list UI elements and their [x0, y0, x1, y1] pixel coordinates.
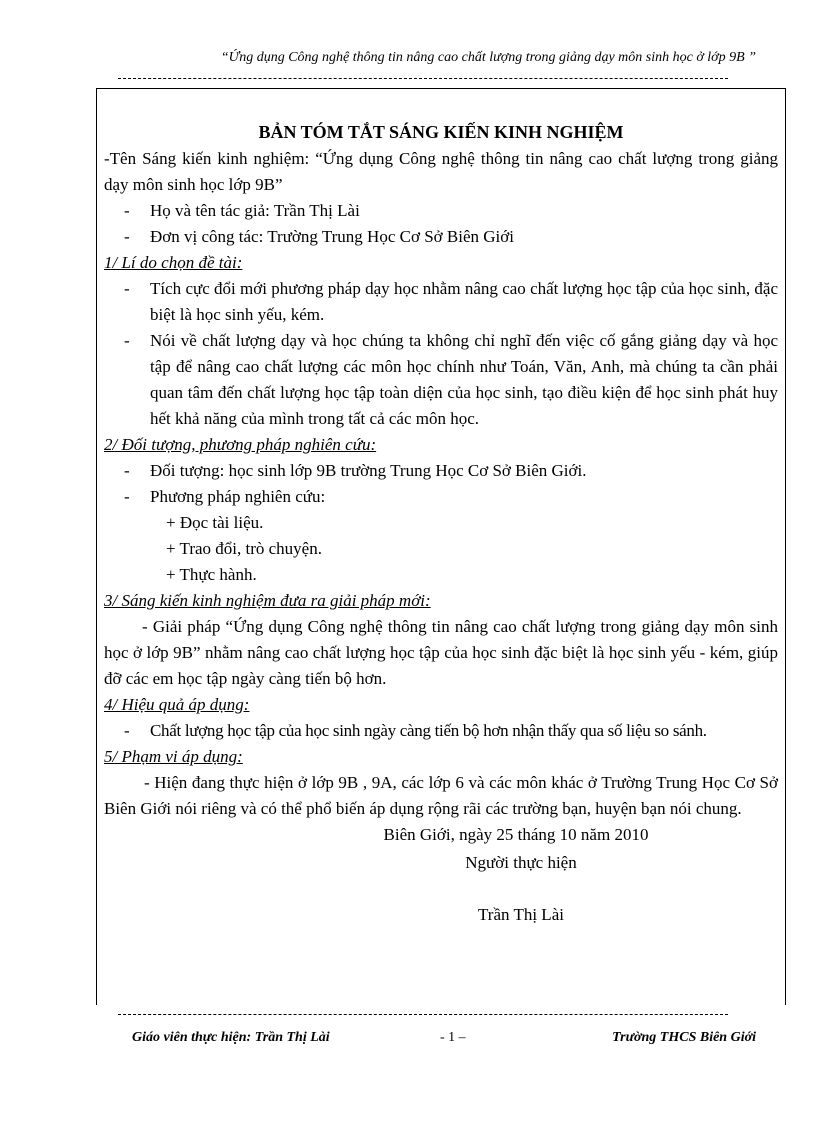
- author-line: [104, 198, 778, 224]
- section-heading-4: 4/ Hiệu quả áp dụng:: [104, 695, 250, 714]
- unit-line: [104, 224, 778, 250]
- section-heading-1: 1/ Lí do chọn đề tài:: [104, 253, 243, 272]
- section2-item: [104, 484, 778, 510]
- running-header: “Ứng dụng Công nghệ thông tin nâng cao chất lượng trong giảng dạy môn sinh học ở lớp 9B ”: [220, 50, 756, 65]
- section1-item-text: Nói về chất lượng dạy và học chúng ta không chỉ nghĩ đến việc cố gắng giảng dạy và học tập để nâng cao chất lượng các môn học chính như Toán, Văn, Anh, mà chúng ta cần phải quan tâm đến chất lượng học tập toàn diện của học sinh, tạo điều kiện để học sinh phát huy hết khả năng của mình trong tất cả các môn học.: [150, 331, 778, 428]
- author-text: Họ và tên tác giả: Trần Thị Lài: [150, 201, 360, 220]
- section5-body: - Hiện đang thực hiện ở lớp 9B , 9A, các lớp 6 và các môn khác ở Trường Trung Học Cơ Sở Biên Giới nói riêng và có thể phổ biến áp dụng rộng rãi các trường bạn, huyện bạn nói chung.: [104, 773, 778, 818]
- dash-marker: -: [124, 227, 130, 246]
- signature-role: Người thực hiện: [465, 853, 577, 872]
- dash-marker: -: [124, 721, 130, 740]
- section4-item-text: Chất lượng học tập của học sinh ngày càng tiến bộ hơn nhận thấy qua số liệu so sánh.: [150, 721, 707, 740]
- section4-item: [104, 718, 778, 744]
- footer-divider: [118, 1014, 728, 1015]
- signature-name: Trần Thị Lài: [478, 905, 564, 924]
- section3-body: - Giải pháp “Ứng dụng Công nghệ thông tin nâng cao chất lượng trong giảng dạy môn sinh học ở lớp 9B” nhằm nâng cao chất lượng học tập của học sinh đặc biệt là học sinh yếu - kém, giúp đỡ các em học tập ngày càng tiến bộ hơn.: [104, 617, 778, 688]
- section-heading-5: 5/ Phạm vi áp dụng:: [104, 747, 243, 766]
- method-item: + Thực hành.: [166, 565, 257, 584]
- section2-item-text: Phương pháp nghiên cứu:: [150, 487, 326, 506]
- document-title: BẢN TÓM TẮT SÁNG KIẾN KINH NGHIỆM: [258, 122, 624, 142]
- section2-item: [104, 458, 778, 484]
- unit-text: Đơn vị công tác: Trường Trung Học Cơ Sở Biên Giới: [150, 227, 514, 246]
- dash-marker: -: [124, 487, 130, 506]
- dash-marker: -: [124, 461, 130, 480]
- initiative-name: -Tên Sáng kiến kinh nghiệm: “Ứng dụng Công nghệ thông tin nâng cao chất lượng trong giảng dạy môn sinh học lớp 9B”: [104, 149, 778, 194]
- footer-school: Trường THCS Biên Giới: [612, 1030, 756, 1045]
- document-body: [104, 118, 778, 928]
- method-item: + Trao đổi, trò chuyện.: [166, 539, 322, 558]
- section-heading-2: 2/ Đối tượng, phương pháp nghiên cứu:: [104, 435, 377, 454]
- section1-item: [104, 276, 778, 328]
- section-heading-3: 3/ Sáng kiến kinh nghiệm đưa ra giải pháp mới:: [104, 591, 431, 610]
- section1-item-text: Tích cực đổi mới phương pháp dạy học nhằm nâng cao chất lượng học tập của học sinh, đặc biệt là học sinh yếu, kém.: [150, 279, 778, 324]
- section2-item-text: Đối tượng: học sinh lớp 9B trường Trung Học Cơ Sở Biên Giới.: [150, 461, 587, 480]
- section1-item: [104, 328, 778, 432]
- dash-marker: -: [124, 331, 130, 350]
- footer-teacher: Giáo viên thực hiện: Trần Thị Lài: [132, 1030, 330, 1045]
- dash-marker: -: [124, 201, 130, 220]
- header-divider: [118, 78, 728, 79]
- method-item: + Đọc tài liệu.: [166, 513, 264, 532]
- page-number: - 1 –: [440, 1030, 466, 1045]
- signature-date: Biên Giới, ngày 25 tháng 10 năm 2010: [383, 825, 649, 844]
- dash-marker: -: [124, 279, 130, 298]
